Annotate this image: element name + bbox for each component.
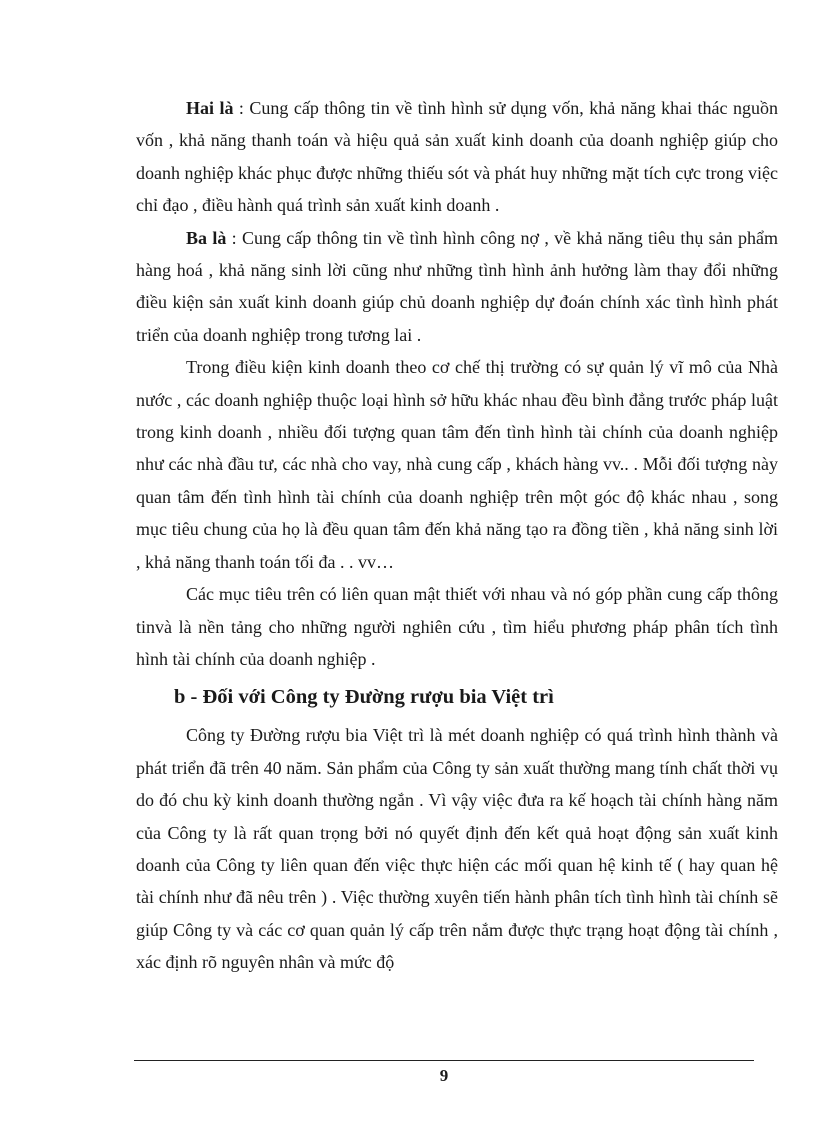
paragraph-ba-la xyxy=(136,222,778,352)
footer-divider xyxy=(134,1060,754,1061)
paragraph-company: Công ty Đường rượu bia Việt trì là mét doanh nghiệp có quá trình hình thành và phát triển đã trên 40 năm. Sản phẩm của Công ty sản xuất thường mang tính chất thời vụ do đó chu kỳ kinh doanh thường ngắn . Vì vậy việc đưa ra kế hoạch tài chính hàng năm của Công ty là rất quan trọng bởi nó quyết định đến kết quả hoạt động sản xuất kinh doanh của Công ty liên quan đến việc thực hiện các mối quan hệ kinh tế ( hay quan hệ tài chính như đã nêu trên ) . Việc thường xuyên tiến hành phân tích tình hình tài chính sẽ giúp Công ty và các cơ quan quản lý cấp trên nắm được thực trạng hoạt động tài chính , xác định rõ nguyên nhân và mức độ xyxy=(136,725,778,973)
paragraph-text: : Cung cấp thông tin về tình hình công nợ , về khả năng tiêu thụ sản phẩm hàng hoá , khả năng sinh lời cũng như những tình hình ảnh hưởng làm thay đổi những điều kiện sản xuất kinh doanh giúp chủ doanh nghiệp dự đoán chính xác tình hình phát triển của doanh nghiệp trong tương lai . xyxy=(136,227,778,345)
paragraph-hai-la xyxy=(136,92,778,222)
page-content xyxy=(136,92,778,979)
paragraph-objectives: Các mục tiêu trên có liên quan mật thiết với nhau và nó góp phần cung cấp thông tinvà là nền tảng cho những người nghiên cứu , tìm hiểu phương pháp phân tích tình hình tài chính của doanh nghiệp . xyxy=(136,584,778,669)
paragraph-text: : Cung cấp thông tin về tình hình sử dụng vốn, khả năng khai thác nguồn vốn , khả năng thanh toán và hiệu quả sản xuất kinh doanh của doanh nghiệp giúp cho doanh nghiệp khác phục được những thiếu sót và phát huy những mặt tích cực trong việc chỉ đạo , điều hành quá trình sản xuất kinh doanh . xyxy=(136,98,778,216)
paragraph-lead: Hai là xyxy=(186,98,234,118)
page-number: 9 xyxy=(439,1066,449,1085)
paragraph-market-context: Trong điều kiện kinh doanh theo cơ chế thị trường có sự quản lý vĩ mô của Nhà nước , các doanh nghiệp thuộc loại hình sở hữu khác nhau đều bình đẳng trước pháp luật trong kinh doanh , nhiều đối tượng quan tâm đến tình hình tài chính của doanh nghiệp như các nhà đầu tư, các nhà cho vay, nhà cung cấp , khách hàng vv.. . Mỗi đối tượng này quan tâm đến tình hình tài chính của doanh nghiệp trên một góc độ khác nhau , song mục tiêu chung của họ là đều quan tâm đến khả năng tạo ra đồng tiền , khả năng sinh lời , khả năng thanh toán tối đa . . vv… xyxy=(136,357,778,572)
paragraph-lead: Ba là xyxy=(186,227,227,248)
section-heading: b - Đối với Công ty Đường rượu bia Việt trì xyxy=(174,686,554,709)
